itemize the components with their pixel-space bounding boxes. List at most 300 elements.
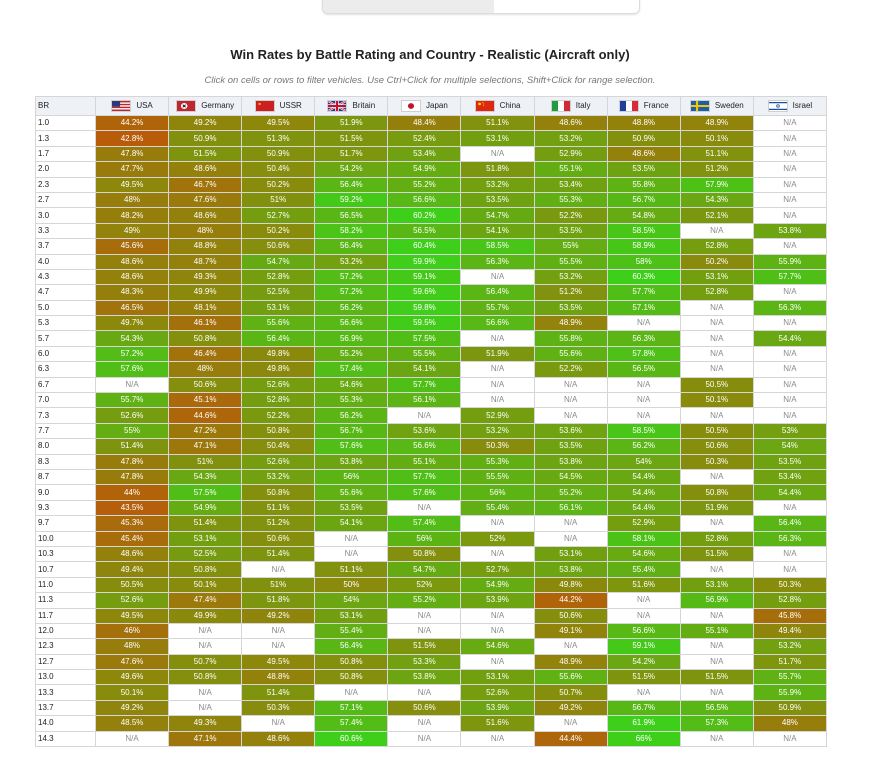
heatmap-cell[interactable]: 57.1%: [315, 700, 388, 715]
row-br-label[interactable]: 3.7: [36, 239, 96, 254]
row-br-label[interactable]: 7.0: [36, 393, 96, 408]
heatmap-cell[interactable]: 56.3%: [461, 254, 534, 269]
table-row[interactable]: [36, 608, 827, 623]
heatmap-cell-na[interactable]: N/A: [753, 131, 826, 146]
heatmap-cell[interactable]: 50.3%: [461, 439, 534, 454]
heatmap-cell[interactable]: 47.6%: [169, 192, 242, 207]
table-row[interactable]: [36, 192, 827, 207]
heatmap-cell[interactable]: 50.6%: [388, 700, 461, 715]
heatmap-cell-na[interactable]: N/A: [242, 562, 315, 577]
heatmap-cell[interactable]: 51%: [242, 577, 315, 592]
heatmap-cell[interactable]: 51.5%: [315, 131, 388, 146]
heatmap-cell[interactable]: 48.6%: [534, 116, 607, 131]
heatmap-cell[interactable]: 57.4%: [315, 362, 388, 377]
heatmap-cell[interactable]: 48.6%: [242, 731, 315, 746]
heatmap-cell[interactable]: 50%: [315, 577, 388, 592]
heatmap-cell[interactable]: 55.7%: [461, 300, 534, 315]
heatmap-cell[interactable]: 47.8%: [96, 454, 169, 469]
heatmap-cell[interactable]: 50.9%: [169, 131, 242, 146]
heatmap-cell[interactable]: 52.9%: [607, 516, 680, 531]
heatmap-cell[interactable]: 55.7%: [96, 393, 169, 408]
heatmap-cell-na[interactable]: N/A: [680, 562, 753, 577]
table-row[interactable]: [36, 208, 827, 223]
heatmap-cell[interactable]: 55.5%: [461, 469, 534, 484]
table-row[interactable]: [36, 516, 827, 531]
heatmap-cell[interactable]: 61.9%: [607, 716, 680, 731]
table-row[interactable]: [36, 500, 827, 515]
heatmap-cell-na[interactable]: N/A: [534, 516, 607, 531]
heatmap-cell[interactable]: 55.9%: [753, 685, 826, 700]
row-br-label[interactable]: 6.3: [36, 362, 96, 377]
heatmap-cell[interactable]: 51.3%: [242, 131, 315, 146]
heatmap-cell-na[interactable]: N/A: [607, 393, 680, 408]
heatmap-cell-na[interactable]: N/A: [169, 685, 242, 700]
heatmap-cell[interactable]: 52.8%: [242, 269, 315, 284]
heatmap-cell[interactable]: 52.4%: [388, 131, 461, 146]
heatmap-cell[interactable]: 50.2%: [242, 177, 315, 192]
heatmap-cell-na[interactable]: N/A: [242, 639, 315, 654]
heatmap-cell[interactable]: 52.9%: [534, 146, 607, 161]
row-br-label[interactable]: 3.3: [36, 223, 96, 238]
heatmap-cell-na[interactable]: N/A: [315, 531, 388, 546]
heatmap-cell[interactable]: 48.6%: [169, 162, 242, 177]
heatmap-cell-na[interactable]: N/A: [461, 654, 534, 669]
table-row[interactable]: [36, 577, 827, 592]
row-br-label[interactable]: 12.7: [36, 654, 96, 669]
heatmap-cell-na[interactable]: N/A: [753, 208, 826, 223]
heatmap-cell[interactable]: 55.4%: [315, 623, 388, 638]
heatmap-cell[interactable]: 57.8%: [607, 346, 680, 361]
heatmap-cell[interactable]: 53.2%: [242, 469, 315, 484]
heatmap-cell[interactable]: 56.1%: [388, 393, 461, 408]
heatmap-cell[interactable]: 53.2%: [461, 423, 534, 438]
table-row[interactable]: [36, 408, 827, 423]
row-br-label[interactable]: 5.7: [36, 331, 96, 346]
heatmap-cell[interactable]: 60.4%: [388, 239, 461, 254]
heatmap-cell[interactable]: 52.6%: [96, 408, 169, 423]
column-header-usa[interactable]: [96, 97, 169, 116]
table-row[interactable]: [36, 362, 827, 377]
heatmap-cell[interactable]: 49.4%: [753, 623, 826, 638]
heatmap-cell[interactable]: 47.8%: [96, 146, 169, 161]
table-row[interactable]: [36, 439, 827, 454]
table-row[interactable]: [36, 393, 827, 408]
table-row[interactable]: [36, 300, 827, 315]
heatmap-cell[interactable]: 54.4%: [607, 469, 680, 484]
table-row[interactable]: [36, 623, 827, 638]
heatmap-cell[interactable]: 50.9%: [607, 131, 680, 146]
heatmap-cell-na[interactable]: N/A: [461, 731, 534, 746]
column-header-israel[interactable]: [753, 97, 826, 116]
heatmap-cell[interactable]: 49.6%: [96, 670, 169, 685]
heatmap-cell[interactable]: 51.4%: [169, 516, 242, 531]
heatmap-cell[interactable]: 54.3%: [680, 192, 753, 207]
heatmap-cell-na[interactable]: N/A: [753, 285, 826, 300]
heatmap-cell[interactable]: 50.3%: [242, 700, 315, 715]
heatmap-cell[interactable]: 51.4%: [96, 439, 169, 454]
heatmap-cell[interactable]: 54.7%: [388, 562, 461, 577]
heatmap-cell[interactable]: 53.1%: [242, 300, 315, 315]
heatmap-cell[interactable]: 56.6%: [388, 192, 461, 207]
heatmap-cell[interactable]: 44%: [96, 485, 169, 500]
column-header-sweden[interactable]: [680, 97, 753, 116]
heatmap-cell[interactable]: 44.6%: [169, 408, 242, 423]
heatmap-cell[interactable]: 55.5%: [388, 346, 461, 361]
heatmap-cell[interactable]: 53.8%: [753, 223, 826, 238]
heatmap-cell[interactable]: 50.1%: [680, 393, 753, 408]
heatmap-cell[interactable]: 49.2%: [242, 608, 315, 623]
heatmap-cell-na[interactable]: N/A: [753, 546, 826, 561]
heatmap-cell[interactable]: 58.5%: [607, 423, 680, 438]
heatmap-cell-na[interactable]: N/A: [680, 223, 753, 238]
heatmap-cell[interactable]: 50.3%: [753, 577, 826, 592]
heatmap-cell[interactable]: 51.1%: [315, 562, 388, 577]
row-br-label[interactable]: 11.3: [36, 593, 96, 608]
row-br-label[interactable]: 4.7: [36, 285, 96, 300]
heatmap-cell[interactable]: 52%: [388, 577, 461, 592]
heatmap-cell[interactable]: 48%: [753, 716, 826, 731]
heatmap-cell[interactable]: 49%: [96, 223, 169, 238]
heatmap-cell-na[interactable]: N/A: [753, 162, 826, 177]
heatmap-cell[interactable]: 48.9%: [534, 654, 607, 669]
heatmap-cell-na[interactable]: N/A: [753, 239, 826, 254]
column-header-germany[interactable]: [169, 97, 242, 116]
heatmap-cell-na[interactable]: N/A: [534, 716, 607, 731]
row-br-label[interactable]: 7.3: [36, 408, 96, 423]
heatmap-cell[interactable]: 51.6%: [461, 716, 534, 731]
heatmap-cell[interactable]: 50.8%: [315, 670, 388, 685]
heatmap-cell[interactable]: 48.2%: [96, 208, 169, 223]
table-row[interactable]: [36, 531, 827, 546]
heatmap-cell[interactable]: 57.1%: [607, 300, 680, 315]
heatmap-cell[interactable]: 58%: [607, 254, 680, 269]
heatmap-cell[interactable]: 57.4%: [388, 516, 461, 531]
heatmap-cell-na[interactable]: N/A: [96, 377, 169, 392]
heatmap-cell[interactable]: 48.7%: [169, 254, 242, 269]
heatmap-cell[interactable]: 50.8%: [315, 654, 388, 669]
heatmap-cell-na[interactable]: N/A: [680, 362, 753, 377]
heatmap-cell[interactable]: 50.5%: [680, 423, 753, 438]
heatmap-cell-na[interactable]: N/A: [753, 393, 826, 408]
heatmap-cell[interactable]: 50.8%: [242, 485, 315, 500]
heatmap-cell[interactable]: 51.8%: [461, 162, 534, 177]
heatmap-cell-na[interactable]: N/A: [534, 639, 607, 654]
table-row[interactable]: [36, 254, 827, 269]
heatmap-cell-na[interactable]: N/A: [461, 362, 534, 377]
heatmap-cell[interactable]: 55%: [96, 423, 169, 438]
heatmap-cell[interactable]: 56.2%: [607, 439, 680, 454]
heatmap-cell-na[interactable]: N/A: [388, 608, 461, 623]
heatmap-cell[interactable]: 53.1%: [680, 577, 753, 592]
table-row[interactable]: [36, 346, 827, 361]
row-br-label[interactable]: 5.0: [36, 300, 96, 315]
heatmap-cell[interactable]: 47.1%: [169, 439, 242, 454]
table-row[interactable]: [36, 562, 827, 577]
heatmap-cell[interactable]: 54.3%: [96, 331, 169, 346]
heatmap-cell[interactable]: 50.3%: [680, 454, 753, 469]
heatmap-cell[interactable]: 51.2%: [534, 285, 607, 300]
heatmap-cell[interactable]: 54.2%: [315, 162, 388, 177]
heatmap-cell[interactable]: 55.8%: [607, 177, 680, 192]
heatmap-cell[interactable]: 58.5%: [607, 223, 680, 238]
heatmap-cell-na[interactable]: N/A: [461, 393, 534, 408]
heatmap-cell[interactable]: 56%: [388, 531, 461, 546]
heatmap-cell[interactable]: 50.6%: [534, 608, 607, 623]
heatmap-cell[interactable]: 51.9%: [680, 500, 753, 515]
heatmap-cell[interactable]: 50.6%: [680, 439, 753, 454]
heatmap-cell[interactable]: 50.2%: [242, 223, 315, 238]
heatmap-cell[interactable]: 53.1%: [461, 131, 534, 146]
heatmap-cell[interactable]: 52%: [461, 531, 534, 546]
heatmap-cell[interactable]: 57.4%: [315, 716, 388, 731]
heatmap-cell-na[interactable]: N/A: [680, 469, 753, 484]
row-br-label[interactable]: 1.7: [36, 146, 96, 161]
heatmap-cell[interactable]: 56.9%: [315, 331, 388, 346]
heatmap-cell[interactable]: 53.3%: [388, 654, 461, 669]
heatmap-cell-na[interactable]: N/A: [169, 639, 242, 654]
heatmap-cell[interactable]: 56.5%: [607, 362, 680, 377]
heatmap-cell[interactable]: 52.9%: [461, 408, 534, 423]
heatmap-cell[interactable]: 45.8%: [753, 608, 826, 623]
heatmap-cell[interactable]: 54.4%: [607, 500, 680, 515]
heatmap-cell[interactable]: 51.5%: [607, 670, 680, 685]
table-row[interactable]: [36, 454, 827, 469]
heatmap-cell[interactable]: 53.1%: [680, 269, 753, 284]
heatmap-cell[interactable]: 55.2%: [534, 485, 607, 500]
row-br-label[interactable]: 13.7: [36, 700, 96, 715]
heatmap-cell[interactable]: 52.8%: [680, 239, 753, 254]
heatmap-cell[interactable]: 50.6%: [242, 531, 315, 546]
table-row[interactable]: [36, 331, 827, 346]
heatmap-cell[interactable]: 51.4%: [242, 685, 315, 700]
top-toggle-left-segment[interactable]: [323, 0, 494, 13]
heatmap-cell[interactable]: 56.3%: [607, 331, 680, 346]
heatmap-cell[interactable]: 50.9%: [242, 146, 315, 161]
heatmap-cell[interactable]: 54.7%: [461, 208, 534, 223]
table-row[interactable]: [36, 731, 827, 746]
heatmap-cell[interactable]: 57.7%: [388, 469, 461, 484]
row-br-label[interactable]: 8.7: [36, 469, 96, 484]
heatmap-cell[interactable]: 57.5%: [169, 485, 242, 500]
heatmap-cell-na[interactable]: N/A: [461, 146, 534, 161]
heatmap-cell-na[interactable]: N/A: [242, 716, 315, 731]
heatmap-cell-na[interactable]: N/A: [607, 608, 680, 623]
heatmap-cell[interactable]: 49.9%: [169, 285, 242, 300]
row-br-label[interactable]: 13.0: [36, 670, 96, 685]
heatmap-cell[interactable]: 54.5%: [534, 469, 607, 484]
heatmap-cell[interactable]: 50.5%: [96, 577, 169, 592]
heatmap-cell[interactable]: 51%: [242, 192, 315, 207]
heatmap-cell[interactable]: 48.6%: [169, 208, 242, 223]
row-br-label[interactable]: 1.3: [36, 131, 96, 146]
heatmap-cell[interactable]: 56.4%: [315, 177, 388, 192]
heatmap-cell-na[interactable]: N/A: [461, 516, 534, 531]
heatmap-cell-na[interactable]: N/A: [388, 685, 461, 700]
heatmap-cell[interactable]: 51.1%: [680, 146, 753, 161]
heatmap-cell[interactable]: 53.1%: [534, 546, 607, 561]
table-row[interactable]: [36, 146, 827, 161]
heatmap-cell-na[interactable]: N/A: [461, 623, 534, 638]
heatmap-cell[interactable]: 52.6%: [242, 454, 315, 469]
column-header-britain[interactable]: [315, 97, 388, 116]
heatmap-cell[interactable]: 55.4%: [461, 500, 534, 515]
heatmap-cell[interactable]: 57.5%: [388, 331, 461, 346]
heatmap-cell[interactable]: 54%: [315, 593, 388, 608]
heatmap-cell[interactable]: 48.9%: [680, 116, 753, 131]
heatmap-cell[interactable]: 48.3%: [96, 285, 169, 300]
heatmap-cell[interactable]: 55.2%: [315, 346, 388, 361]
heatmap-cell[interactable]: 49.2%: [534, 700, 607, 715]
row-br-label[interactable]: 9.7: [36, 516, 96, 531]
heatmap-cell[interactable]: 48%: [169, 223, 242, 238]
table-row[interactable]: [36, 269, 827, 284]
heatmap-cell[interactable]: 49.1%: [534, 623, 607, 638]
heatmap-cell[interactable]: 54.9%: [461, 577, 534, 592]
heatmap-cell-na[interactable]: N/A: [388, 716, 461, 731]
table-row[interactable]: [36, 131, 827, 146]
heatmap-cell[interactable]: 53.8%: [315, 454, 388, 469]
heatmap-cell[interactable]: 53.5%: [607, 162, 680, 177]
heatmap-cell[interactable]: 53.5%: [534, 223, 607, 238]
heatmap-cell[interactable]: 57.6%: [96, 362, 169, 377]
heatmap-cell[interactable]: 47.2%: [169, 423, 242, 438]
heatmap-cell[interactable]: 53.5%: [461, 192, 534, 207]
table-row[interactable]: [36, 469, 827, 484]
heatmap-cell[interactable]: 45.1%: [169, 393, 242, 408]
heatmap-cell[interactable]: 48%: [96, 192, 169, 207]
heatmap-cell[interactable]: 55%: [534, 239, 607, 254]
heatmap-cell[interactable]: 54.9%: [388, 162, 461, 177]
heatmap-cell[interactable]: 51.9%: [461, 346, 534, 361]
heatmap-cell[interactable]: 54.4%: [753, 331, 826, 346]
heatmap-cell[interactable]: 58.9%: [607, 239, 680, 254]
heatmap-cell[interactable]: 47.1%: [169, 731, 242, 746]
heatmap-cell-na[interactable]: N/A: [753, 177, 826, 192]
heatmap-cell[interactable]: 54.1%: [461, 223, 534, 238]
heatmap-cell[interactable]: 53.1%: [315, 608, 388, 623]
heatmap-cell[interactable]: 56.4%: [315, 239, 388, 254]
heatmap-cell-na[interactable]: N/A: [607, 593, 680, 608]
heatmap-cell[interactable]: 56.5%: [680, 700, 753, 715]
table-row[interactable]: [36, 316, 827, 331]
heatmap-cell[interactable]: 49.8%: [242, 346, 315, 361]
heatmap-cell[interactable]: 50.7%: [534, 685, 607, 700]
row-br-label[interactable]: 4.3: [36, 269, 96, 284]
heatmap-cell[interactable]: 50.8%: [388, 546, 461, 561]
row-br-label[interactable]: 7.7: [36, 423, 96, 438]
heatmap-cell[interactable]: 54%: [753, 439, 826, 454]
column-header-japan[interactable]: [388, 97, 461, 116]
heatmap-cell[interactable]: 54.2%: [607, 654, 680, 669]
heatmap-cell-na[interactable]: N/A: [461, 331, 534, 346]
heatmap-cell-na[interactable]: N/A: [534, 377, 607, 392]
heatmap-cell[interactable]: 60.6%: [315, 731, 388, 746]
heatmap-cell-na[interactable]: N/A: [680, 685, 753, 700]
heatmap-cell[interactable]: 49.5%: [242, 116, 315, 131]
heatmap-cell-na[interactable]: N/A: [461, 269, 534, 284]
heatmap-cell[interactable]: 56.4%: [242, 331, 315, 346]
heatmap-cell[interactable]: 56.3%: [753, 531, 826, 546]
row-br-label[interactable]: 5.3: [36, 316, 96, 331]
heatmap-cell[interactable]: 46.1%: [169, 316, 242, 331]
heatmap-cell[interactable]: 56.7%: [315, 423, 388, 438]
heatmap-cell[interactable]: 46%: [96, 623, 169, 638]
heatmap-cell[interactable]: 48%: [169, 362, 242, 377]
heatmap-cell[interactable]: 57.7%: [388, 377, 461, 392]
heatmap-cell[interactable]: 58.2%: [315, 223, 388, 238]
heatmap-cell[interactable]: 55.5%: [534, 254, 607, 269]
table-row[interactable]: [36, 223, 827, 238]
heatmap-cell[interactable]: 55.1%: [388, 454, 461, 469]
heatmap-cell[interactable]: 60.3%: [607, 269, 680, 284]
heatmap-cell[interactable]: 50.8%: [169, 331, 242, 346]
row-br-label[interactable]: 12.3: [36, 639, 96, 654]
heatmap-cell[interactable]: 50.8%: [242, 423, 315, 438]
heatmap-cell[interactable]: 51.5%: [680, 546, 753, 561]
heatmap-cell[interactable]: 50.4%: [242, 162, 315, 177]
heatmap-cell[interactable]: 56.7%: [607, 700, 680, 715]
heatmap-cell-na[interactable]: N/A: [753, 146, 826, 161]
heatmap-cell[interactable]: 43.5%: [96, 500, 169, 515]
heatmap-cell-na[interactable]: N/A: [753, 562, 826, 577]
row-br-label[interactable]: 14.0: [36, 716, 96, 731]
heatmap-cell[interactable]: 42.8%: [96, 131, 169, 146]
heatmap-cell[interactable]: 48.8%: [169, 239, 242, 254]
heatmap-cell[interactable]: 51.8%: [242, 593, 315, 608]
heatmap-cell-na[interactable]: N/A: [461, 377, 534, 392]
heatmap-cell[interactable]: 46.4%: [169, 346, 242, 361]
heatmap-cell[interactable]: 44.2%: [96, 116, 169, 131]
heatmap-cell-na[interactable]: N/A: [680, 731, 753, 746]
row-br-label[interactable]: 9.3: [36, 500, 96, 515]
heatmap-cell[interactable]: 53.5%: [534, 439, 607, 454]
heatmap-cell-na[interactable]: N/A: [680, 516, 753, 531]
heatmap-cell[interactable]: 59.6%: [388, 285, 461, 300]
heatmap-cell[interactable]: 56.4%: [461, 285, 534, 300]
heatmap-cell[interactable]: 57.6%: [315, 439, 388, 454]
heatmap-cell[interactable]: 57.2%: [315, 285, 388, 300]
heatmap-cell[interactable]: 49.5%: [242, 654, 315, 669]
heatmap-cell[interactable]: 56.3%: [753, 300, 826, 315]
row-br-label[interactable]: 6.7: [36, 377, 96, 392]
heatmap-cell-na[interactable]: N/A: [242, 623, 315, 638]
heatmap-cell-na[interactable]: N/A: [753, 362, 826, 377]
heatmap-cell[interactable]: 54.1%: [388, 362, 461, 377]
heatmap-cell[interactable]: 53.1%: [169, 531, 242, 546]
heatmap-cell[interactable]: 48.6%: [96, 269, 169, 284]
row-br-label[interactable]: 4.0: [36, 254, 96, 269]
heatmap-cell[interactable]: 55.6%: [242, 316, 315, 331]
heatmap-cell[interactable]: 53.5%: [534, 300, 607, 315]
heatmap-cell[interactable]: 52.5%: [169, 546, 242, 561]
heatmap-cell[interactable]: 55.6%: [315, 485, 388, 500]
heatmap-cell[interactable]: 52.8%: [242, 393, 315, 408]
heatmap-cell-na[interactable]: N/A: [534, 408, 607, 423]
heatmap-cell[interactable]: 54.9%: [169, 500, 242, 515]
heatmap-cell[interactable]: 53.4%: [388, 146, 461, 161]
table-row[interactable]: [36, 685, 827, 700]
heatmap-cell[interactable]: 59.9%: [388, 254, 461, 269]
table-row[interactable]: [36, 670, 827, 685]
heatmap-cell[interactable]: 48.8%: [607, 116, 680, 131]
heatmap-cell[interactable]: 55.3%: [461, 454, 534, 469]
heatmap-cell[interactable]: 54.4%: [753, 485, 826, 500]
heatmap-cell[interactable]: 52.2%: [242, 408, 315, 423]
heatmap-cell[interactable]: 57.7%: [607, 285, 680, 300]
heatmap-cell-na[interactable]: N/A: [680, 639, 753, 654]
heatmap-cell[interactable]: 53.2%: [534, 131, 607, 146]
row-br-label[interactable]: 2.7: [36, 192, 96, 207]
